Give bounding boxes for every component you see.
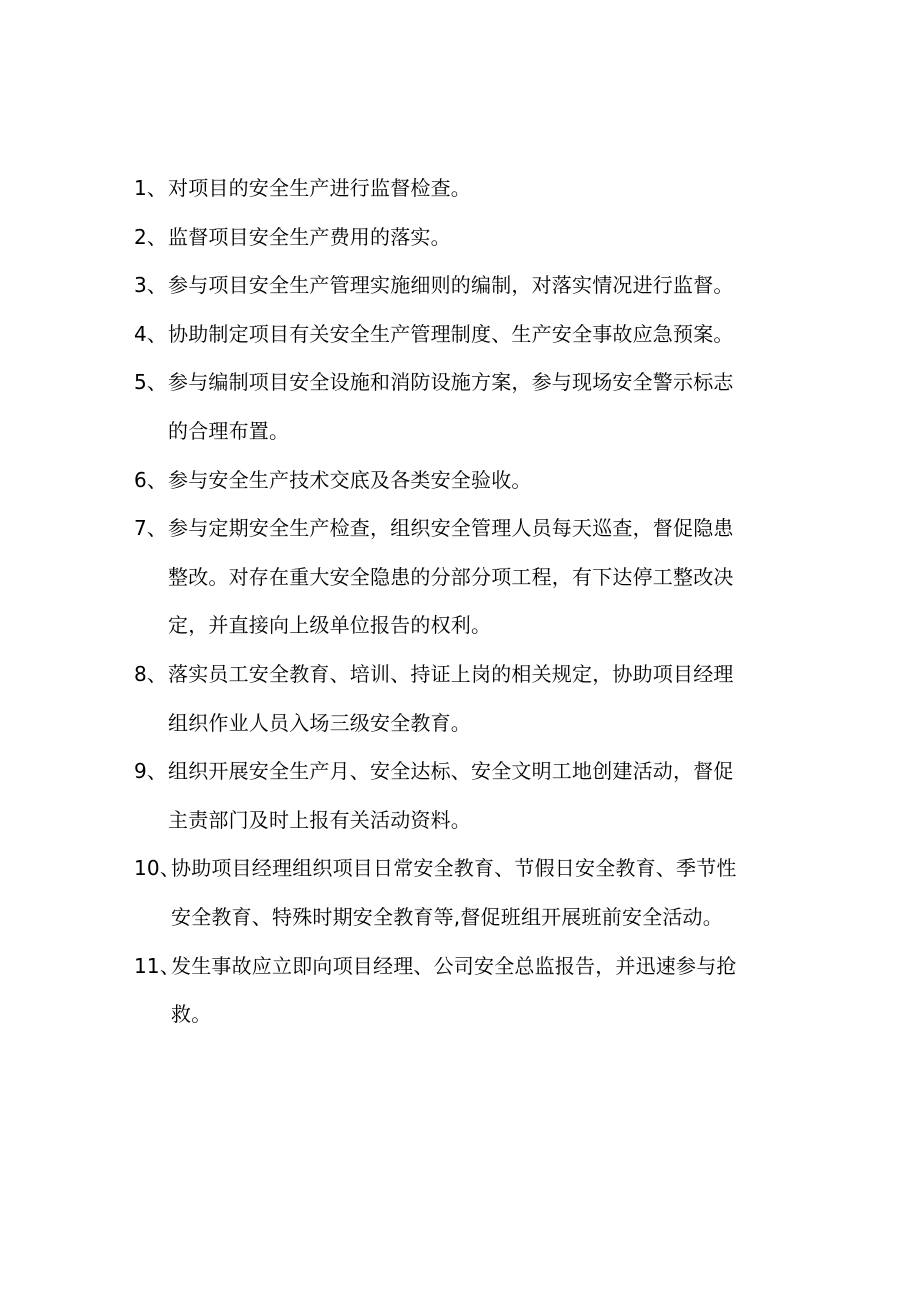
list-item [134, 844, 794, 941]
list-item [134, 942, 794, 1039]
item-number: 7、 [134, 516, 168, 541]
item-number: 6、 [134, 467, 168, 492]
item-text-continuation: 整改。对存在重大安全隐患的分部分项工程，有下达停工整改决 [168, 564, 734, 589]
item-number: 3、 [134, 273, 168, 298]
item-number: 10、 [134, 856, 181, 881]
list-item [134, 310, 794, 359]
item-text: 发生事故应立即向项目经理、公司安全总监报告，并迅速参与抢 [171, 953, 737, 978]
item-text: 对项目的安全生产进行监督检查。 [168, 176, 471, 200]
list-item [134, 164, 794, 213]
item-text: 协助制定项目有关安全生产管理制度、生产安全事故应急预案。 [168, 321, 734, 346]
list-item [134, 358, 794, 455]
item-number: 1、 [134, 176, 168, 200]
item-text: 参与编制项目安全设施和消防设施方案，参与现场安全警示标志 [168, 370, 734, 395]
item-text: 落实员工安全教育、培训、持证上岗的相关规定，协助项目经理 [168, 661, 734, 686]
item-text: 组织开展安全生产月、安全达标、安全文明工地创建活动，督促 [168, 759, 734, 784]
item-number: 8、 [134, 661, 168, 686]
list-item [134, 650, 794, 747]
item-text-continuation: 的合理布置。 [168, 418, 290, 443]
item-text-continuation: 组织作业人员入场三级安全教育。 [168, 710, 471, 735]
list-item [134, 504, 794, 650]
item-text: 参与定期安全生产检查，组织安全管理人员每天巡查，督促隐患 [168, 516, 734, 541]
item-number: 2、 [134, 224, 168, 249]
item-text: 参与安全生产技术交底及各类安全验收。 [168, 467, 532, 492]
item-number: 11、 [134, 953, 181, 978]
responsibility-list [134, 164, 794, 1039]
item-text: 协助项目经理组织项目日常安全教育、节假日安全教育、季节性 [171, 856, 737, 881]
item-number: 5、 [134, 370, 168, 395]
item-text-continuation: 救。 [171, 1002, 212, 1027]
item-text-continuation: 定，并直接向上级单位报告的权利。 [168, 613, 492, 638]
item-number: 9、 [134, 759, 168, 784]
item-text: 参与项目安全生产管理实施细则的编制，对落实情况进行监督。 [168, 273, 734, 298]
item-text-continuation: 主责部门及时上报有关活动资料。 [168, 807, 471, 832]
item-text: 监督项目安全生产费用的落实。 [168, 224, 451, 249]
list-item [134, 261, 794, 310]
list-item [134, 456, 794, 505]
list-item [134, 747, 794, 844]
list-item [134, 213, 794, 262]
item-number: 4、 [134, 321, 168, 346]
item-text-continuation: 安全教育、特殊时期安全教育等,督促班组开展班前安全活动。 [171, 904, 723, 929]
